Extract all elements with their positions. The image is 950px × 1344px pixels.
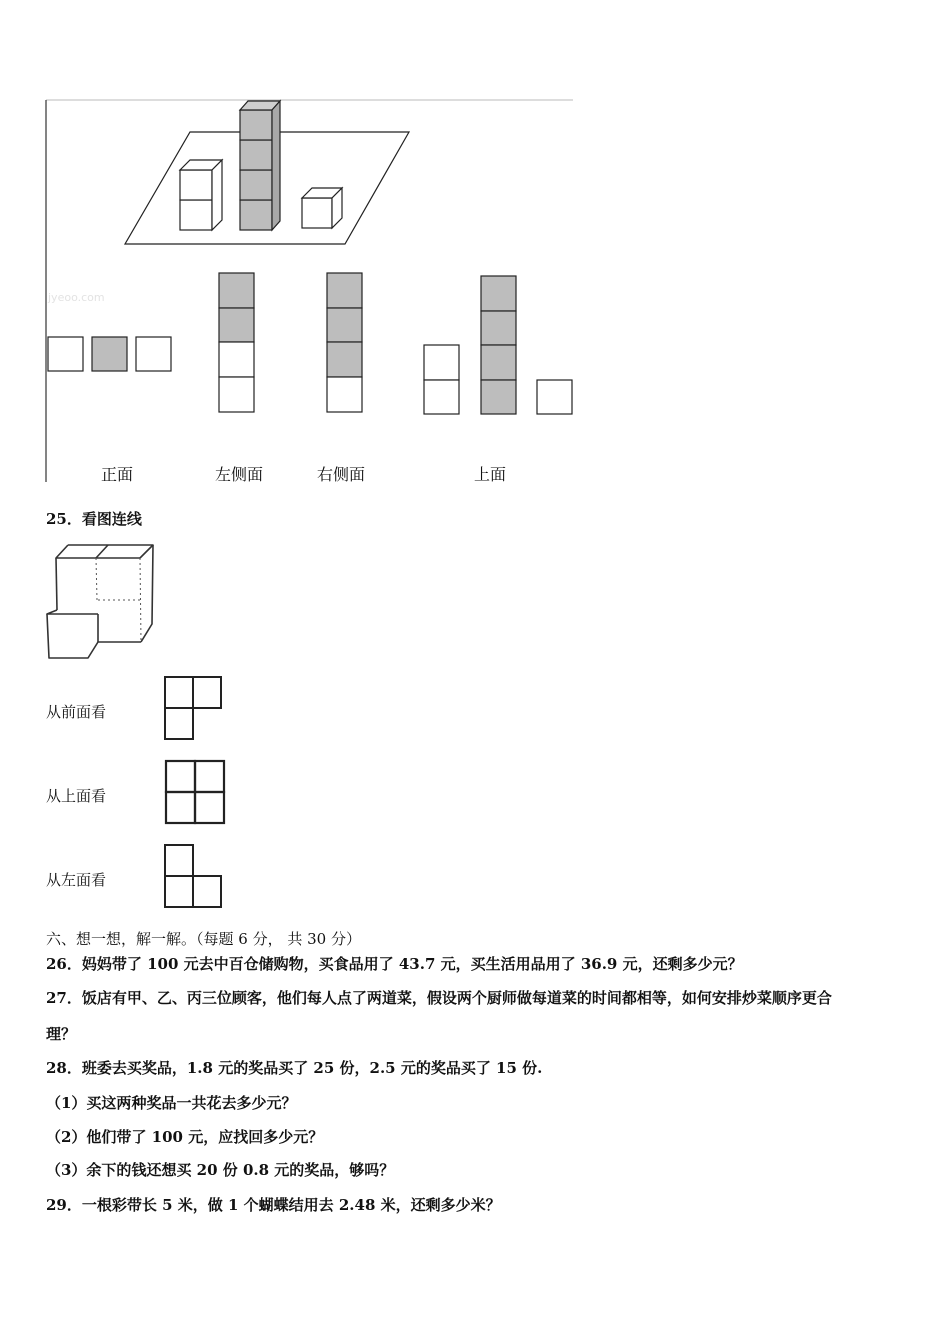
q27-line1: 27．饭店有甲、乙、丙三位顾客，他们每人点了两道菜，假设两个厨师做每道菜的时间都相等，如何安排炒菜顺序更合 xyxy=(46,989,832,1007)
section6-heading: 六、想一想，解一解。（每题 6 分， 共 30 分） xyxy=(46,930,361,948)
q27-line2: 理？ xyxy=(46,1025,77,1043)
view-label-front: 正面 xyxy=(101,465,134,484)
q25-option-front: 从前面看 xyxy=(46,703,107,721)
view-label-left: 左侧面 xyxy=(215,465,264,484)
views-2d xyxy=(0,0,600,430)
watermark: jyeoo.com xyxy=(48,291,105,304)
q29-text: 29．一根彩带长 5 米，做 1 个蝴蝶结用去 2.48 米，还剩多少米？ xyxy=(46,1196,501,1214)
q28-sub3: （3）余下的钱还想买 20 份 0.8 元的奖品，够吗？ xyxy=(46,1161,395,1179)
figure-24 xyxy=(0,0,600,490)
q25-title: 25．看图连线 xyxy=(46,510,142,528)
q25-solid-figure xyxy=(44,540,164,665)
q25-option-left: 从左面看 xyxy=(46,871,107,889)
q25-view-left xyxy=(163,843,223,909)
view-label-right: 右侧面 xyxy=(317,465,366,484)
q25-view-top xyxy=(164,759,226,825)
front-view-square-1 xyxy=(48,337,83,371)
view-label-top: 上面 xyxy=(474,465,507,484)
q28-text: 28．班委去买奖品，1.8 元的奖品买了 25 份，2.5 元的奖品买了 15 份. xyxy=(46,1059,543,1077)
q26-text: 26．妈妈带了 100 元去中百仓储购物，买食品用了 43.7 元，买生活用品用了 36.9 元，还剩多少元？ xyxy=(46,955,743,973)
front-view-square-3 xyxy=(136,337,171,371)
q28-sub2: （2）他们带了 100 元，应找回多少元？ xyxy=(46,1128,324,1146)
q25-view-front xyxy=(163,675,223,741)
q25-option-top: 从上面看 xyxy=(46,787,107,805)
q28-sub1: （1）买这两种奖品一共花去多少元？ xyxy=(46,1094,297,1112)
front-view-square-2 xyxy=(92,337,127,371)
